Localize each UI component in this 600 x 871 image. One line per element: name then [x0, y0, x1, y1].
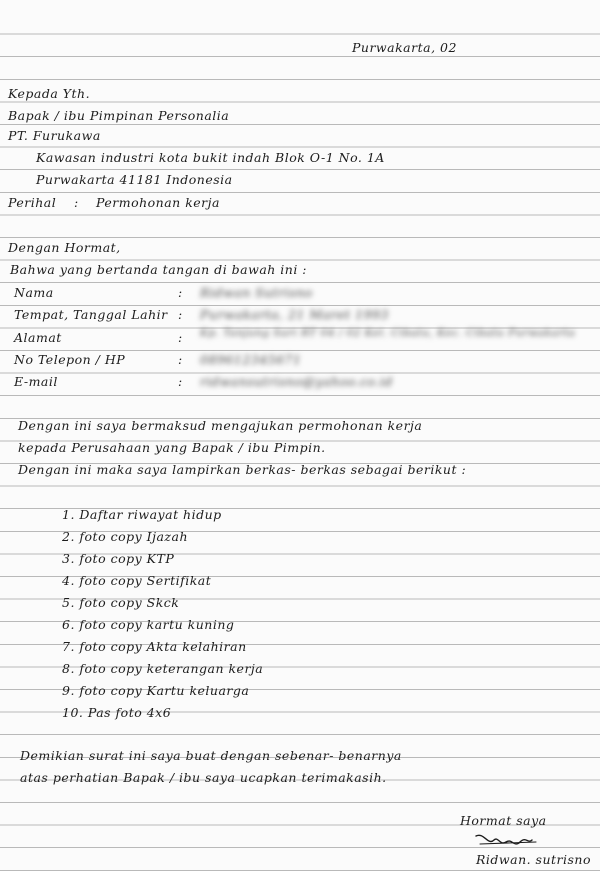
- field-sep: :: [178, 374, 183, 389]
- signature-mark: [470, 830, 550, 854]
- recipient-company: PT. Furukawa: [8, 128, 101, 143]
- list-item: 1. Daftar riwayat hidup: [62, 507, 222, 522]
- list-item: 9. foto copy Kartu keluarga: [62, 683, 250, 698]
- intro-line: Bahwa yang bertanda tangan di bawah ini :: [10, 262, 308, 277]
- field-label: Tempat, Tanggal Lahir: [14, 307, 168, 322]
- field-sep: :: [178, 352, 183, 367]
- list-item: 10. Pas foto 4x6: [62, 705, 172, 720]
- date-line: Purwakarta, 02: [352, 40, 457, 55]
- field-sep: :: [178, 330, 183, 345]
- field-label: E-mail: [14, 374, 58, 389]
- recipient-address-2: Purwakarta 41181 Indonesia: [36, 172, 233, 187]
- list-item: 8. foto copy keterangan kerja: [62, 661, 264, 676]
- list-item: 5. foto copy Skck: [62, 595, 180, 610]
- recipient-line: Bapak / ibu Pimpinan Personalia: [8, 108, 230, 123]
- body-line-1: Dengan ini saya bermaksud mengajukan permohonan kerja: [18, 418, 423, 433]
- subject-sep: :: [74, 195, 79, 210]
- list-item: 6. foto copy kartu kuning: [62, 617, 235, 632]
- list-item: 3. foto copy KTP: [62, 551, 175, 566]
- list-item: 2. foto copy Ijazah: [62, 529, 188, 544]
- list-item: 4. foto copy Sertifikat: [62, 573, 212, 588]
- field-value: ridwansutrisno@yahoo.co.id: [200, 374, 393, 389]
- field-label: Nama: [14, 285, 54, 300]
- recipient-greeting: Kepada Yth.: [8, 86, 91, 101]
- signatory-name: Ridwan. sutrisno: [476, 852, 592, 867]
- body-line-2: kepada Perusahaan yang Bapak / ibu Pimpin.: [18, 440, 326, 455]
- salutation: Dengan Hormat,: [8, 240, 121, 255]
- field-value: Ridwan Sutrisno: [200, 285, 313, 300]
- field-value: 089612345671: [200, 352, 302, 367]
- body-line-3: Dengan ini maka saya lampirkan berkas- berkas sebagai berikut :: [18, 462, 467, 477]
- subject-value: Permohonan kerja: [96, 195, 220, 210]
- regards-text: Hormat saya: [460, 813, 547, 828]
- closing-line-2: atas perhatian Bapak / ibu saya ucapkan terimakasih.: [20, 770, 387, 785]
- field-sep: :: [178, 285, 183, 300]
- field-label: No Telepon / HP: [14, 352, 126, 367]
- field-label: Alamat: [14, 330, 62, 345]
- field-sep: :: [178, 307, 183, 322]
- closing-line-1: Demikian surat ini saya buat dengan sebenar- benarnya: [20, 748, 402, 763]
- list-item: 7. foto copy Akta kelahiran: [62, 639, 247, 654]
- field-value: Purwakarta, 21 Maret 1993: [200, 307, 389, 322]
- recipient-address-1: Kawasan industri kota bukit indah Blok O-1 No. 1A: [36, 150, 385, 165]
- subject-label: Perihal: [8, 195, 57, 210]
- field-value: Kp. Tanjung Sari RT 04 / 02 Kel. Cibatu, Kec. Cibatu Purwakarta: [200, 327, 576, 339]
